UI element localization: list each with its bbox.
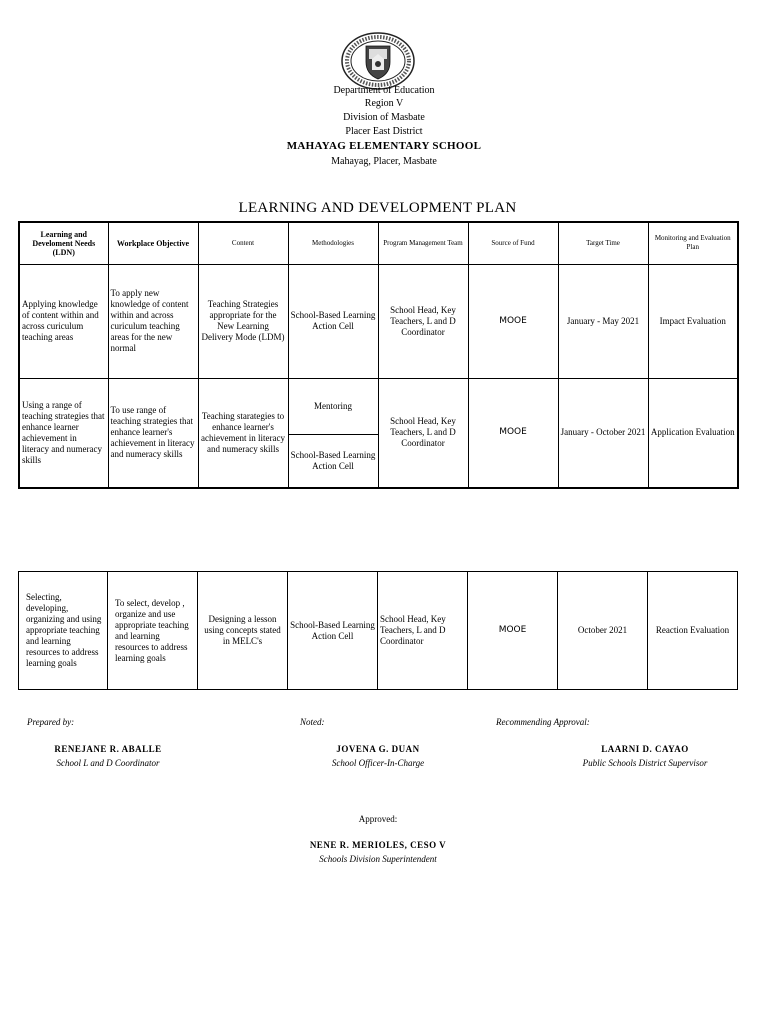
plan-table	[18, 221, 739, 489]
cell-methodology: School-Based Learning Action Cell	[288, 264, 378, 378]
noted-label: Noted:	[300, 717, 325, 727]
cell-content: Teaching starategies to enhance learner's achievement in literacy and numeracy skills	[198, 378, 288, 488]
cell-content: Teaching Strategies appropriate for the New Learning Delivery Mode (LDM)	[198, 264, 288, 378]
recommending-position: Public Schools District Supervisor	[582, 758, 708, 768]
cell-evaluation: Impact Evaluation	[648, 264, 738, 378]
cell-fund: MOOE	[468, 572, 558, 690]
cell-methodology-lac: School-Based Learning Action Cell	[288, 434, 378, 488]
cell-fund: MOOE	[468, 378, 558, 488]
cell-target: October 2021	[558, 572, 648, 690]
school-name: MAHAYAG ELEMENTARY SCHOOL	[286, 140, 482, 152]
cell-objective: To select, develop , organize and use appropriate teaching and learning resources to address learning goals	[108, 572, 198, 690]
recommending-approval-label: Recommending Approval:	[496, 717, 590, 727]
prepared-by-position: School L and D Coordinator	[56, 758, 160, 768]
cell-team: School Head, Key Teachers, L and D Coordinator	[378, 572, 468, 690]
department-line: Department of Education	[333, 85, 435, 96]
cell-ldn: Applying knowledge of content within and across curiculum teaching areas	[19, 264, 108, 378]
approved-label: Approved:	[358, 814, 398, 824]
cell-content: Designing a lesson using concepts stated in MELC's	[198, 572, 288, 690]
division-line: Division of Masbate	[343, 112, 425, 123]
cell-ldn: Using a range of teaching strategies that enhance learner achievement in literacy and numeracy skills	[19, 378, 108, 488]
prepared-by-name: RENEJANE R. ABALLE	[54, 744, 162, 754]
region-line: Region V	[364, 98, 404, 109]
col-header-target: Target Time	[558, 222, 648, 264]
col-header-content: Content	[198, 222, 288, 264]
col-header-ldn: Learning and Develoment Needs (LDN)	[19, 222, 108, 264]
recommending-name: LAARNI D. CAYAO	[601, 744, 689, 754]
approved-position: Schools Division Superintendent	[319, 854, 437, 864]
deped-seal-logo	[340, 32, 416, 90]
cell-target: January - October 2021	[558, 378, 648, 488]
cell-target: January - May 2021	[558, 264, 648, 378]
col-header-evaluation: Monitoring and Evaluation Plan	[648, 222, 738, 264]
cell-ldn: Selecting, developing, organizing and using appropriate teaching and learning resources to address learning goals	[19, 572, 108, 690]
cell-objective: To apply new knowledge of content within and across curiculum teaching areas for the new normal	[108, 264, 198, 378]
table-row	[19, 264, 738, 378]
col-header-fund: Source of Fund	[468, 222, 558, 264]
cell-team: School Head, Key Teachers, L and D Coordinator	[378, 378, 468, 488]
noted-name: JOVENA G. DUAN	[336, 744, 420, 754]
approved-name: NENE R. MERIOLES, CESO V	[309, 840, 447, 850]
cell-objective: To use range of teaching strategies that enhance learner's achievement in literacy and numeracy skills	[108, 378, 198, 488]
cell-evaluation: Reaction Evaluation	[648, 572, 738, 690]
cell-methodology-mentoring: Mentoring	[288, 378, 378, 434]
district-line: Placer East District	[345, 126, 423, 137]
cell-evaluation: Application Evaluation	[648, 378, 738, 488]
school-address: Mahayag, Placer, Masbate	[331, 156, 437, 167]
prepared-by-label: Prepared by:	[27, 717, 75, 727]
col-header-methodologies: Methodologies	[288, 222, 378, 264]
cell-team: School Head, Key Teachers, L and D Coordinator	[378, 264, 468, 378]
table-header-row	[19, 222, 738, 264]
plan-title: LEARNING AND DEVELOPMENT PLAN	[238, 200, 517, 216]
table-row	[19, 378, 738, 434]
cell-fund: MOOE	[468, 264, 558, 378]
table-row	[19, 572, 738, 690]
col-header-objective: Workplace Objective	[108, 222, 198, 264]
plan-table-continued	[18, 571, 738, 690]
col-header-team: Program Management Team	[378, 222, 468, 264]
cell-methodology: School-Based Learning Action Cell	[288, 572, 378, 690]
noted-position: School Officer-In-Charge	[331, 758, 425, 768]
